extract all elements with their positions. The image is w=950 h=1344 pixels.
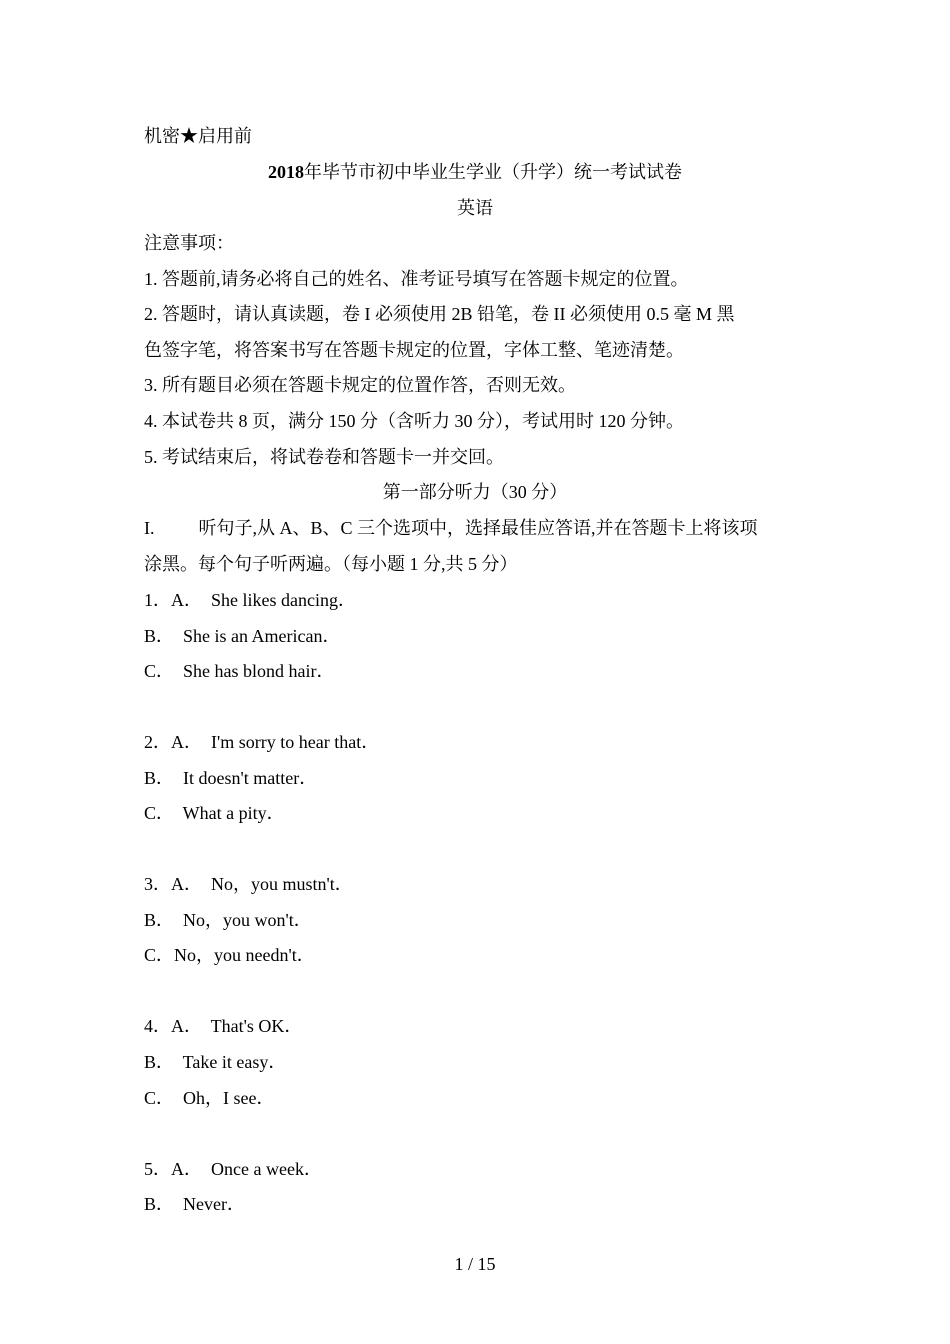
section-number: I. (144, 518, 155, 538)
question-option: 2．A． I'm sorry to hear that． (144, 732, 380, 752)
exam-title-text: 年毕节市初中毕业生学业（升学）统一考试试卷 (304, 162, 682, 182)
question-option: 1．A． She likes dancing． (144, 590, 356, 610)
note-item: 4. 本试卷共 8 页，满分 150 分（含听力 30 分），考试用时 120 分钟。 (144, 411, 684, 431)
question-option: 3．A． No，you mustn't． (144, 874, 353, 894)
question-option: C．No，you needn't． (144, 945, 315, 965)
note-item: 1. 答题前,请务必将自己的姓名、准考证号填写在答题卡规定的位置。 (144, 269, 689, 289)
notes-heading: 注意事项： (144, 233, 234, 253)
question-option: 5．A． Once a week． (144, 1159, 322, 1179)
note-item: 3. 所有题目必须在答题卡规定的位置作答，否则无效。 (144, 375, 576, 395)
note-item: 色签字笔，将答案书写在答题卡规定的位置，字体工整、笔迹清楚。 (144, 340, 684, 360)
part1-heading: 第一部分听力（30 分） (382, 482, 568, 502)
question-option: B． It doesn't matter． (144, 768, 318, 788)
instruction-text-continued: 涂黑。每个句子听两遍。（每小题 1 分,共 5 分） (144, 554, 518, 574)
question-option: 4．A． That's OK． (144, 1016, 303, 1036)
page-number: 1 / 15 (454, 1254, 496, 1274)
section-instruction (144, 517, 758, 539)
note-item: 5. 考试结束后，将试卷卷和答题卡一并交回。 (144, 447, 504, 467)
question-option: C． Oh，I see． (144, 1088, 275, 1108)
exam-title (0, 161, 950, 183)
question-option: C． What a pity． (144, 803, 285, 823)
exam-title-year: 2018 (268, 162, 304, 182)
note-item: 2. 答题时，请认真读题，卷 I 必须使用 2B 铅笔，卷 II 必须使用 0.5 毫 M 黑 (144, 304, 735, 324)
question-option: B． No，you won't． (144, 910, 312, 930)
instruction-text: 听句子,从 A、B、C 三个选项中，选择最佳应答语,并在答题卡上将该项 (198, 518, 758, 538)
confidential-label: 机密★启用前 (144, 126, 252, 146)
question-option: C． She has blond hair． (144, 661, 335, 681)
subject-title: 英语 (457, 198, 493, 218)
question-option: B． Never． (144, 1194, 245, 1214)
question-option: B． Take it easy． (144, 1052, 287, 1072)
question-option: B． She is an American． (144, 626, 341, 646)
